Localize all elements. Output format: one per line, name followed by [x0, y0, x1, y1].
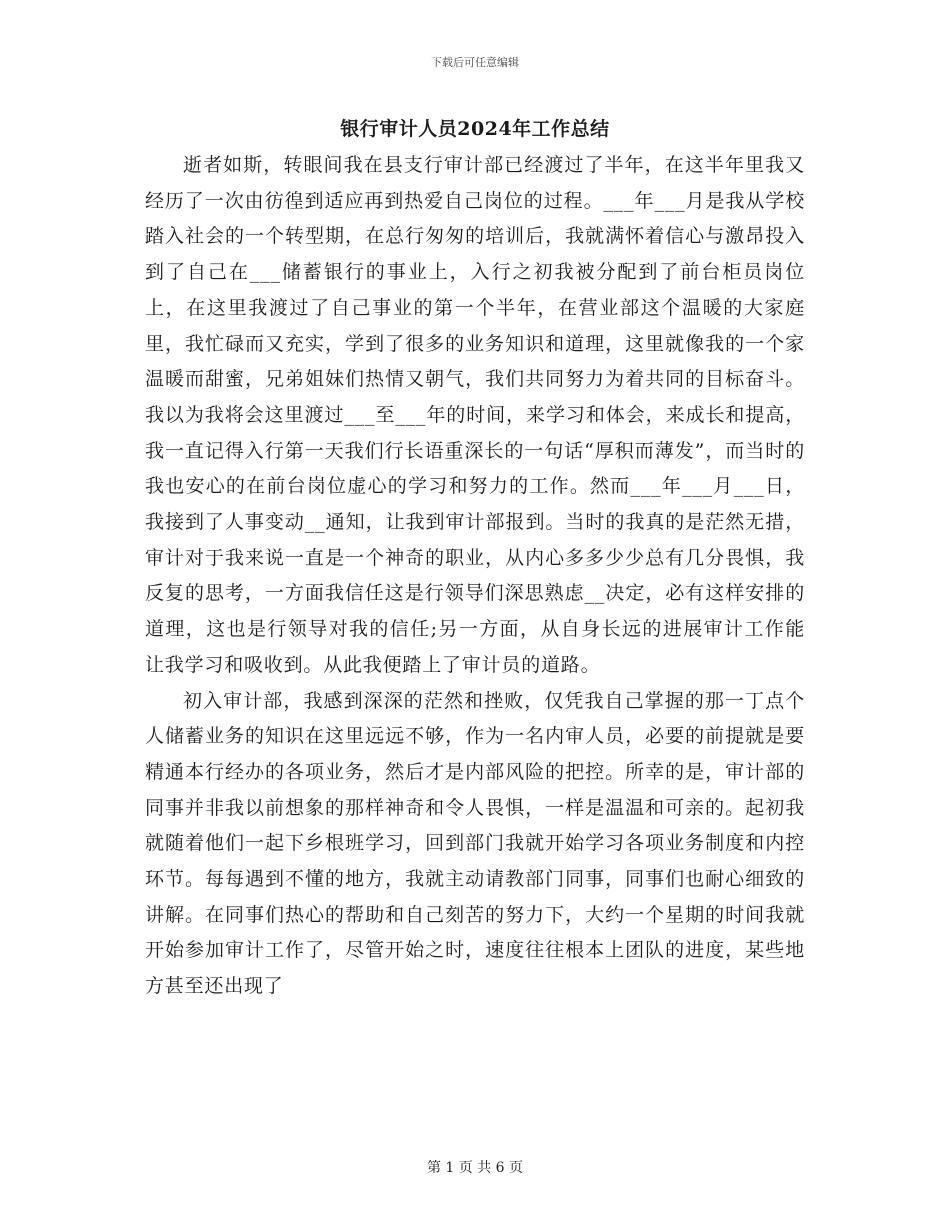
page-number: 第 1 页 共 6 页 [426, 1160, 524, 1176]
document-title: 银行审计人员2024年工作总结 [340, 118, 610, 140]
paragraph-2: 初入审计部，我感到深深的茫然和挫败，仅凭我自己掌握的那一丁点个人储蓄业务的知识在这里远远不够，作为一名内审人员，必要的前提就是要精通本行经办的各项业务，然后才是内部风险的把控。所幸的是，审计部的同事并非我以前想象的那样神奇和令人畏惧，一样是温温和可亲的。起初我就随着他们一起下乡根班学习，回到部门我就开始学习各项业务制度和内控环节。每每遇到不懂的地方，我就主动请教部门同事，同事们也耐心细致的讲解。在同事们热心的帮助和自己刻苦的努力下，大约一个星期的时间我就开始参加审计工作了，尽管开始之时，速度往往根本上团队的进度，某些地方甚至还出现了 [145, 689, 805, 998]
document-body [145, 148, 805, 1005]
paragraph-1: 逝者如斯，转眼间我在县支行审计部已经渡过了半年，在这半年里我又经历了一次由彷徨到适应再到热爱自己岗位的过程。___年___月是我从学校踏入社会的一个转型期，在总行匆匆的培训后，我就满怀着信心与激昂投入到了自己在___储蓄银行的事业上，入行之初我被分配到了前台柜员岗位上，在这里我渡过了自己事业的第一个半年，在营业部这个温暖的大家庭里，我忙碌而又充实，学到了很多的业务知识和道理，这里就像我的一个家温暖而甜蜜，兄弟姐妹们热情又朝气，我们共同努力为着共同的目标奋斗。我以为我将会这里渡过___至___年的时间，来学习和体会，来成长和提高，我一直记得入行第一天我们行长语重深长的一句话“厚积而薄发”，而当时的我也安心的在前台岗位虚心的学习和努力的工作。然而___年___月___日，我接到了人事变动__通知，让我到审计部报到。当时的我真的是茫然无措，审计对于我来说一直是一个神奇的职业，从内心多多少少总有几分畏惧，我反复的思考，一方面我信任这是行领导们深思熟虑__决定，必有这样安排的道理，这也是行领导对我的信任;另一方面，从自身长远的进展审计工作能让我学习和吸收到。从此我便踏上了审计员的道路。 [145, 154, 805, 676]
download-note: 下载后可任意编辑 [431, 56, 519, 69]
